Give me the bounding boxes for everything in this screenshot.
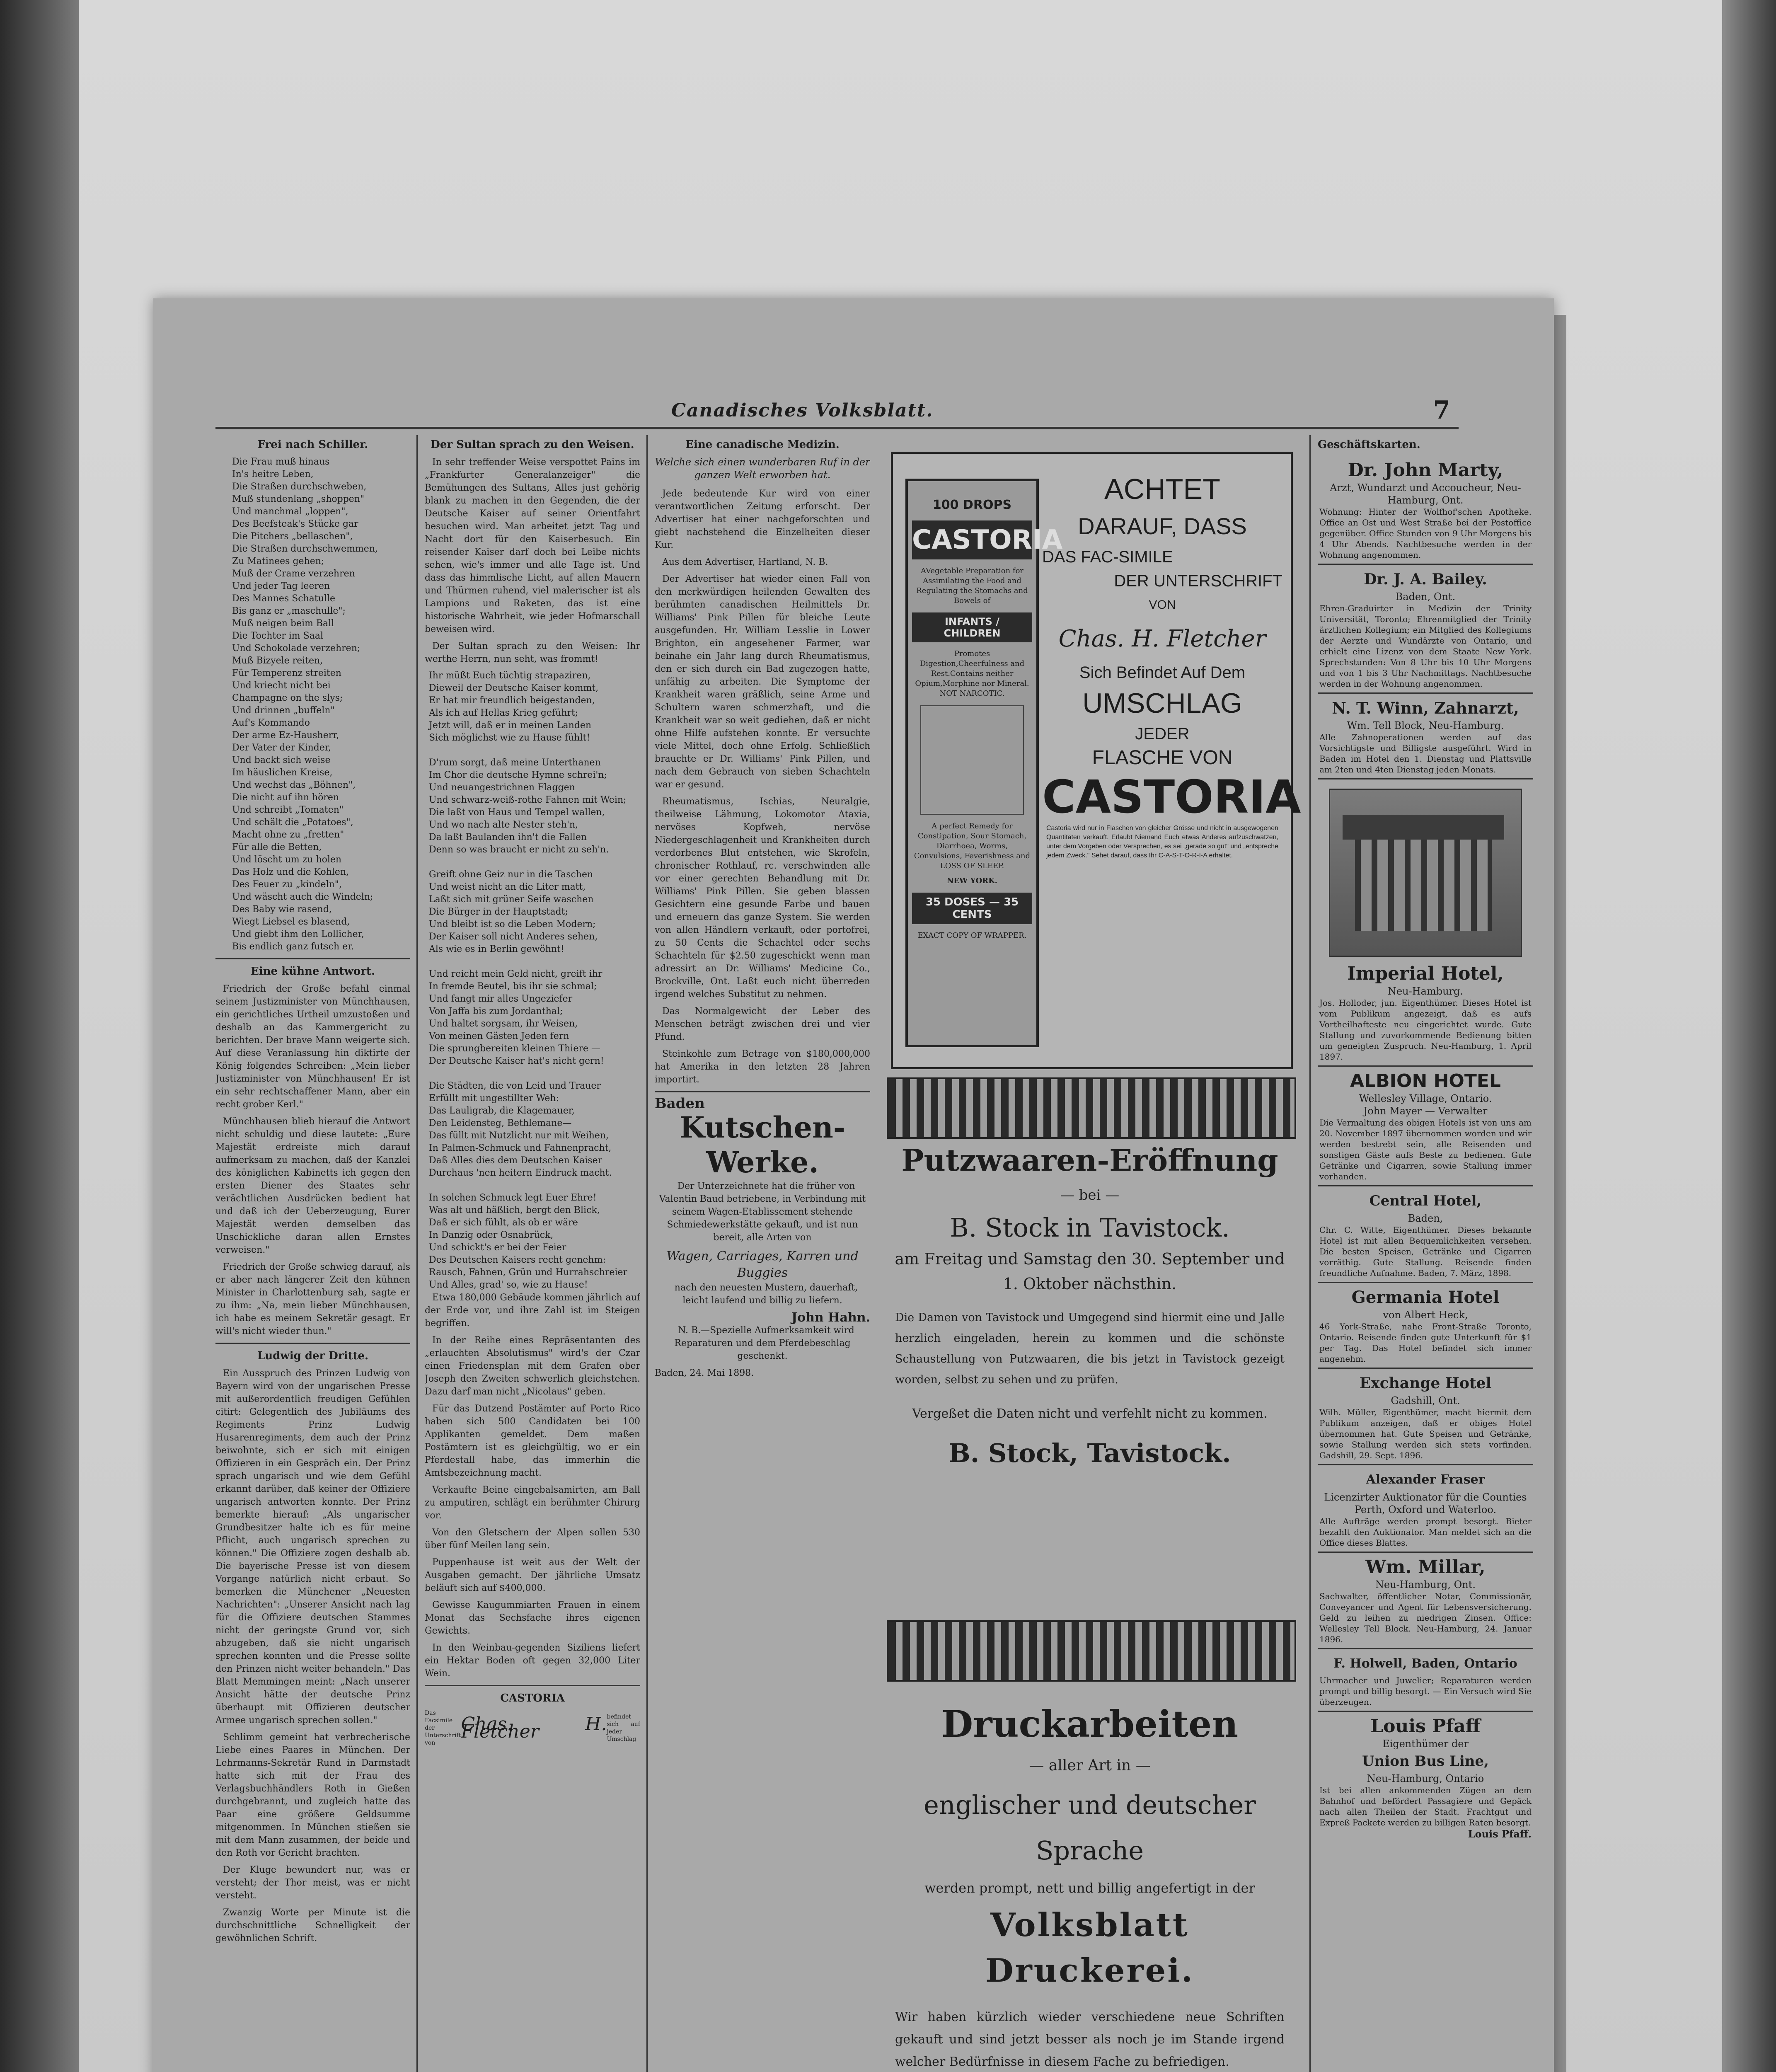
card-winn bbox=[1318, 694, 1533, 779]
bottle-price: 35 DOSES — 35 CENTS bbox=[912, 893, 1032, 924]
bottle-top: 100 DROPS bbox=[932, 498, 1012, 512]
card-sub: Arzt, Wundarzt und Accoucheur, Neu-Hamburg, Ont. bbox=[1330, 482, 1521, 506]
newspaper-page bbox=[153, 298, 1554, 2072]
article-lead: Welche sich einen wunderbaren Ruf in der ganzen Welt erworben hat. bbox=[655, 456, 870, 481]
paragraph: Für das Dutzend Postämter auf Porto Rico haben sich 500 Candidaten bei 100 Applikanten gemeldet. Dem maßen Postämtern ist es gleichgültig, wo er ein Pferdestall habe, das immerhin die Amtsbezeichnung macht. bbox=[425, 1404, 640, 1478]
card-albion bbox=[1318, 1067, 1533, 1186]
column-3 bbox=[655, 435, 870, 2072]
paragraph: In sehr treffender Weise verspottet Pains im „Frankfurter Generalanzeiger" die Bemühungen des Sultans, Alles just gehörig blank zu machen in den Gegenden, die der Deutsche Kaiser auf seiner Orientfahrt besuchen wird. Man arbeitet jetzt Tag und Nacht dort für den Kaiserbesuch. Ein reisender Kaiser darf doch bei Leibe nichts sehen, wie's immer und alle Tage ist. Und dass das himmlische Licht, auf allen Mauern und Thürmen ruhend, viel malerischer ist als Lampions und Raketen, das ist eine historische Wahrheit, wie jeder Hofmarschall beweisen wird. bbox=[425, 457, 640, 634]
castoria-small-text: Das Facsimile der Unterschrift von bbox=[425, 1710, 461, 1746]
ad-line: JEDER bbox=[1135, 725, 1190, 743]
card-name: Central Hotel, bbox=[1369, 1193, 1482, 1209]
card-name: ALBION HOTEL bbox=[1350, 1070, 1501, 1092]
card-body: Sachwalter, öffentlicher Notar, Commissionär, Conveyancer und Agent für Lebensversicherung. Geld zu leihen zu niedrigen Zinsen. Office: Wellesley Tell Block. Neu-Hamburg, 24. Januar 1896. bbox=[1319, 1591, 1532, 1644]
druck-aller: — aller Art in — bbox=[1029, 1757, 1151, 1774]
card-sub: Neu-Hamburg, Ont. bbox=[1375, 1579, 1476, 1590]
poem: Ihr müßt Euch tüchtig strapaziren, Dieweil der Deutsche Kaiser kommt, Er hat mir freundlich beigestanden, Als ich auf Hellas Krieg geführt; Jetzt will, daß er in meinen Landen Sich möglichst wie zu Hause fühlt! D'rum sorgt, daß meine Unterthanen Im Chor die deutsche Hymne schrei'n; Und neuangestrichnen Flaggen Und schwarz-weiß-rothe Fahnen mit Wein; Die laßt von Haus und Tempel wallen, Und wo nach alte Nester steh'n, Da laßt Baulanden ihn't die Fallen Denn so was braucht er nicht zu seh'n. Greift ohne Geiz nur in die Taschen Und weist nicht an die Liter matt, Laßt sich mit grüner Seife waschen Die Bürger in der Hauptstadt; Und bleibt ist so die Leben Modern; Der Kaiser soll nicht Anderes sehen, Als wie es in Berlin gewöhnt! Und reicht mein Geld nicht, greift ihr In fremde Beutel, bis ihr sie schmal; Und fangt mir alles Ungeziefer Von Jaffa bis zum Jordanthal; Und haltet sorgsam, ihr Weisen, Von meinen Gästen Jeden fern Die sprungbereiten kleinen Thiere — Der Deutsche Kaiser hat's nicht gern! Die Städten, die von Leid und Trauer Erfüllt mit ungestillter Weh: Das Lauligrab, die Klagemauer, Den Leidensteg, Bethlemane— Das füllt mit Nutzlicht nur mit Weihen, In Palmen-Schmuck und Fahnenpracht, Daß Alles dies dem Deutschen Kaiser Durchaus 'nen heitern Eindruck macht. In solchen Schmuck legt Euer Ehre! Was alt und häßlich, bergt den Blick, Daß er sich fühlt, als ob er wäre In Danzig oder Osnabrück, Und schickt's er bei der Feier Des Deutschen Kaisers recht genehm: Rausch, Fahnen, Grün und Hurrahschreier Und Alles, grad' so, wie zu Hause! bbox=[429, 670, 627, 1290]
paragraph: Münchhausen blieb hierauf die Antwort nicht schuldig und diese lautete: „Eure Majestät erdreiste mich darauf aufmerksam zu machen, daß der Kanzlei des königlichen Kabinetts ich gegen den ersten Diener des Staates sehr verächtlichen Ausdrücken bedient hat und daß ich der Ueberzeugung, Eurer Majestät werden demselben das Unschickliche daran allen Ernstes verweisen." bbox=[215, 1116, 410, 1255]
ad-castoria-word: CASTORIA bbox=[1042, 770, 1301, 823]
bottle-text: A perfect Remedy for Constipation, Sour Stomach, Diarrhoea, Worms, Convulsions, Feverishness and LOSS OF SLEEP. bbox=[914, 822, 1031, 870]
card-central bbox=[1318, 1186, 1533, 1283]
paragraph: In den Weinbau-gegenden Siziliens liefert ein Hektar Boden oft gegen 32,000 Liter Wein. bbox=[425, 1643, 640, 1679]
ornamental-band bbox=[887, 1620, 1296, 1682]
kutschen-place: Baden bbox=[655, 1095, 705, 1112]
article-title: Eine kühne Antwort. bbox=[250, 965, 375, 978]
castoria-small-text: befindet sich auf jeder Umschlag bbox=[607, 1714, 640, 1743]
paragraph: Rheumatismus, Ischias, Neuralgie, theilweise Lähmung, Lokomotor Ataxia, nervöses Kopfweh, nervöse Niedergeschlagenheit und Krankheiten durch verdorbenes Blut entstehen, wie Skrofeln, chronischer Rothlauf, rc. verschwinden alle vor einer gerechten Behandlung mit Dr. Williams' Pink Pillen. Sie geben blassen Gesichtern eine gesunde Farbe und bauen und erneuern das ganze System. Sie werden von allen Händlern verkauft, oder portofrei, zu 50 Cents die Schachtel oder sechs Schachteln für $2.50 zugeschickt wenn man adressirt an Dr. Williams' Medicine Co., Brockville, Ont. Laßt euch nicht überreden irgend welches Substitut zu nehmen. bbox=[655, 796, 870, 1000]
kutschen-body: Der Unterzeichnete hat die früher von Valentin Baud betriebene, in Verbindung mit seinem Wagen-Etablissement stehende Schmiedewerkstätte gekauft, und ist nun bereit, alle Arten von bbox=[659, 1181, 866, 1243]
paragraph: Der Sultan sprach zu den Weisen: Ihr werthe Herrn, nun seht, was frommt! bbox=[425, 641, 640, 664]
card-name: Imperial Hotel, bbox=[1347, 963, 1504, 984]
ad-line: DARAUF, DASS bbox=[1078, 513, 1247, 539]
card-body: Alle Zahnoperationen werden auf das Vorsichtigste und Billigste ausgeführt. Wird in Baden im Hotel den 1. Dienstag und Plattsville am 2ten und 4ten Dienstag jeden Monats. bbox=[1319, 732, 1532, 775]
druck-body: Wir haben kürzlich wieder verschiedene neue Schriften gekauft und sind jetzt besser als noch je im Stande irgend welcher Bedürfnisse in diesem Fache zu befriedigen. bbox=[895, 2010, 1285, 2069]
druckarbeiten-ad bbox=[887, 1682, 1293, 2072]
druck-title: Druckarbeiten bbox=[941, 1702, 1239, 1745]
fletcher-signature: Chas. H. Fletcher bbox=[1058, 625, 1266, 652]
card-sub: von Albert Heck, bbox=[1383, 1309, 1468, 1321]
card-body: Jos. Holloder, jun. Eigenthümer. Dieses Hotel ist vom Publikum angezeigt, daß es aufs Vortheilhafteste neu eingerichtet wurde. Gute Stallung und zuvorkommende Bedienung bitten um geneigten Zuspruch. Neu-Hamburg, 1. April 1897. bbox=[1319, 998, 1532, 1062]
paragraph: Verkaufte Beine eingebalsamirten, am Ball zu amputiren, schlägt ein berühmter Chirurg vor. bbox=[425, 1485, 640, 1521]
article-title: Frei nach Schiller. bbox=[257, 438, 368, 451]
bottle-text: Promotes Digestion,Cheerfulness and Rest.Contains neither Opium,Morphine nor Mineral. NOT NARCOTIC. bbox=[915, 649, 1029, 698]
column-1 bbox=[215, 435, 410, 2072]
bottle-city: NEW YORK. bbox=[946, 876, 998, 885]
bottle-text: AVegetable Preparation for Assimilating the Food and Regulating the Stomachs and Bowels of bbox=[916, 566, 1028, 605]
divider bbox=[215, 958, 410, 959]
kutschen-body: nach den neuesten Mustern, dauerhaft, leicht laufend und billig zu liefern. bbox=[674, 1283, 858, 1306]
paragraph: Ein Ausspruch des Prinzen Ludwig von Bayern wird von der ungarischen Presse mit außerordentlich freudigen Gefühlen citirt: Gelegentlich des Jubiläums des Regiments Prinz Ludwig Husarenregiments, dem auch der Prinz beiwohnte, sich er sich mit einigen Offizieren in ein Gespräch ein. Der Prinz sprach ungarisch und wie dem Gefühl erkannt darüber, daß keiner der Offiziere ungarisch antworten konnte. Der Prinz bemerkte hierauf: „Als ungarischer Grundbesitzer halte ich es für meine Pflicht, auch ungarisch sprechen zu können." Die Offiziere zogen deshalb ab. Die bayerische Presse ist von diesem Vorgange natürlich nicht erbaut. So bemerken die Münchener „Neuesten Nachrichten": „Unserer Ansicht nach lag für die Offiziere deutschen Stammes nicht der geringste Grund vor, sich abzugeben, daß sie nicht ungarisch sprechen konnten und die Presse sollte den Prinzen nicht weiter behandeln." Das Blatt Memmingen meint: „Nach unserer Ansicht hätte der deutsche Prinz überhaupt mit Offizieren deutscher Armee ungarisch sprechen sollen." bbox=[215, 1368, 410, 1726]
card-name: N. T. Winn, Zahnarzt, bbox=[1332, 699, 1519, 717]
column-rule bbox=[1309, 435, 1311, 2072]
divider bbox=[655, 1091, 870, 1092]
paragraph: Puppenhause ist weit aus der Welt der Ausgaben gemacht. Der jährliche Umsatz beläuft sich auf $400,000. bbox=[425, 1557, 640, 1593]
card-sub: Licenzirter Auktionator für die Counties Perth, Oxford und Waterloo. bbox=[1324, 1491, 1527, 1515]
card-fraser bbox=[1318, 1465, 1533, 1553]
paragraph: In der Reihe eines Repräsentanten des „erlauchten Absolutismus" wird's der Czar einen Friedensplan mit dem Grafen ober Joseph den Zweiten schwerlich gleichstehen. Dazu darf man nicht „Nicolaus" geben. bbox=[425, 1335, 640, 1397]
druck-promptly: werden prompt, nett und billig angefertigt in der bbox=[924, 1880, 1255, 1896]
card-sub: Neu-Hamburg. bbox=[1387, 985, 1464, 997]
card-body: Die Vermaltung des obigen Hotels ist von uns am 20. November 1897 übernommen worden und wir werden bestrebt sein, alle Reisenden und sonstigen Gäste aufs Beste zu bedienen. Gute Getränke und Cigarren, sowie Stallung immer vorhanden. bbox=[1319, 1118, 1532, 1181]
card-name: Louis Pfaff bbox=[1370, 1716, 1481, 1737]
ad-line: Sich Befindet Auf Dem bbox=[1079, 663, 1246, 682]
poem: Die Frau muß hinaus In's heitre Leben, Die Straßen durchschweben, Muß stundenlang „shoppen" Und manchmal „loppen", Des Beefsteak's Stücke gar Die Pitchers „bellaschen", Die Straßen durchschwemmen, Zu Matinees gehen; Muß der Crame verzehren Und jeder Tag leeren Des Mannes Schatulle Bis ganz er „maschulle"; Muß neigen beim Ball Die Tochter im Saal Und Schokolade verzehren; Muß Bizyele reiten, Für Temperenz streiten Und kriecht nicht bei Champagne on the slys; Und drinnen „buffeln" Auf's Kommando Der arme Ez-Hausherr, Der Vater der Kinder, Und backt sich weise Im häuslichen Kreise, Und wechst das „Böhnen", Die nicht auf ihn hören Und schreibt „Tomaten" Und schält die „Potatoes", Macht ohne zu „fretten" Für alle die Betten, Und löscht um zu holen Das Holz und die Kohlen, Des Feuer zu „kindeln", Und wäscht auch die Windeln; Des Baby wie rasend, Wiegt Liebsel es blasend, Und giebt ihm den Lollicher, Bis endlich ganz futsch er. bbox=[232, 457, 378, 952]
card-name: Alexander Fraser bbox=[1366, 1472, 1485, 1487]
card-bailey bbox=[1318, 565, 1533, 694]
card-sub: Gadshill, Ont. bbox=[1391, 1395, 1460, 1406]
kutschen-date: Baden, 24. Mai 1898. bbox=[655, 1368, 754, 1378]
ad-line: UMSCHLAG bbox=[1082, 687, 1242, 719]
card-sub: Baden, Ont. bbox=[1395, 591, 1456, 603]
card-body: Wohnung: Hinter der Wolfhof'schen Apotheke. Office an Ost und West Straße bei der Postoffice gegenüber. Office Stunden von 9 Uhr Morgens bis 4 Uhr Abends. Nachtbesuche werden in der Wohnung angenommen. bbox=[1319, 507, 1532, 560]
ad-line: ACHTET bbox=[1104, 473, 1220, 505]
hotel-engraving-image bbox=[1329, 789, 1522, 957]
kutschen-ad bbox=[655, 1097, 870, 1380]
bottle-brand: CASTORIA bbox=[912, 520, 1032, 559]
paragraph: Friedrich der Große schwieg darauf, als er aber nach längerer Zeit den kühnen Minister in Charlottenburg sah, sagte er zu ihm: „Na, mein lieber Münchhausen, ich habe es meinem Sekretär gesagt. Er will's nicht wieder thun." bbox=[215, 1262, 410, 1336]
column-rule bbox=[416, 435, 418, 2072]
card-marty bbox=[1318, 456, 1533, 565]
card-body: Wilh. Müller, Eigenthümer, macht hiermit dem Publikum anzeigen, daß er obiges Hotel übernommen hat. Gute Speisen und Getränke, sowie Stallung werden sich stets vorfinden. Gadshill, 29. Sept. 1896. bbox=[1319, 1407, 1532, 1460]
card-name: Dr. J. A. Bailey. bbox=[1364, 571, 1487, 588]
divider bbox=[215, 1343, 410, 1344]
card-signature: Louis Pfaff. bbox=[1468, 1828, 1532, 1840]
scanner-edge-right bbox=[1722, 0, 1776, 2072]
card-name: Wm. Millar, bbox=[1365, 1556, 1486, 1578]
paragraph: Das Normalgewicht der Leber des Menschen beträgt zwischen drei und vier Pfund. bbox=[655, 1006, 870, 1042]
putz-name: B. Stock in Tavistock. bbox=[950, 1213, 1230, 1243]
ad-small-print: Castoria wird nur in Flaschen von gleicher Grösse und nicht in ausgewogenen Quantitäten verkauft. Erlaubt Niemand Euch etwas Anderes aufzuschwatzen, unter dem Vorgeben oder Versprechen, es sei „gerade so gut" und „entspreche jedem Zweck." Sehet darauf, dass Ihr C-A-S-T-O-R-I-A erhaltet. bbox=[1046, 825, 1278, 859]
card-name: Dr. John Marty, bbox=[1348, 460, 1503, 481]
card-line: Union Bus Line, bbox=[1362, 1753, 1489, 1769]
putz-body: Die Damen von Tavistock und Umgegend sind hiermit eine und Jalle herzlich eingeladen, herein zu kommen und die schönste Schaustellung von Putzwaaren, die bis jetzt in Tavistock gezeigt worden, selbst zu sehen und zu prüfen. bbox=[895, 1311, 1285, 1386]
paragraph: Zwanzig Worte per Minute ist die durchschnittliche Schnelligkeit der gewöhnlichen Schrift. bbox=[215, 1907, 410, 1944]
kutschen-signature: John Hahn. bbox=[791, 1310, 870, 1325]
bottle-copy: EXACT COPY OF WRAPPER. bbox=[917, 931, 1027, 940]
card-body: 46 York-Straße, nahe Front-Straße Toronto, Ontario. Reisende finden gute Unterkunft für $1 per Tag. Das Hotel befindet sich immer angenehm. bbox=[1319, 1322, 1532, 1364]
page-number: 7 bbox=[1433, 396, 1450, 425]
kutschen-title: Kutschen-Werke. bbox=[680, 1110, 845, 1179]
kutschen-items: Wagen, Carriages, Karren und Buggies bbox=[666, 1249, 859, 1280]
putz-title: Putzwaaren-Eröffnung bbox=[901, 1143, 1278, 1178]
card-sub: Wm. Tell Block, Neu-Hamburg. bbox=[1347, 720, 1504, 731]
scanner-edge-left bbox=[0, 0, 79, 2072]
article-title: Eine canadische Medizin. bbox=[685, 438, 840, 451]
column-2 bbox=[425, 435, 640, 2072]
druck-sprache: englischer und deutscher Sprache bbox=[924, 1790, 1256, 1866]
putz-note: Vergeßet die Daten nicht und verfehlt nicht zu kommen. bbox=[912, 1406, 1268, 1421]
ad-line: DAS FAC-SIMILE bbox=[1042, 548, 1173, 566]
castoria-signature: Chas. H. Fletcher bbox=[461, 1714, 607, 1742]
card-pfaff bbox=[1318, 1712, 1533, 1844]
card-body: Ist bei allen ankommenden Zügen an dem Bahnhof und befördert Passagiere und Gepäck nach allen Theilen der Stadt. Frachtgut und Expreß Packete werden zu billigen Raten besorgt. bbox=[1319, 1785, 1532, 1828]
card-sub: Eigenthümer der bbox=[1382, 1738, 1469, 1750]
bottle-infants: INFANTS / CHILDREN bbox=[912, 612, 1032, 642]
kutschen-note: N. B.—Spezielle Aufmerksamkeit wird Reparaturen und dem Pferdebeschlag geschenkt. bbox=[674, 1325, 854, 1361]
card-sub: Baden, bbox=[1408, 1213, 1443, 1224]
ad-line: DER UNTERSCHRIFT bbox=[1114, 572, 1282, 590]
bottle-recipe-box bbox=[920, 705, 1024, 815]
column-rule bbox=[646, 435, 648, 2072]
cards-header: Geschäftskarten. bbox=[1318, 438, 1420, 451]
business-cards-column bbox=[1318, 435, 1533, 2072]
card-holwell bbox=[1318, 1649, 1533, 1712]
card-name: Germania Hotel bbox=[1351, 1288, 1500, 1307]
card-body: Alle Aufträge werden prompt besorgt. Bieter bezahlt den Auktionator. Man meldet sich an die Office dieses Blattes. bbox=[1319, 1516, 1532, 1548]
ad-line: FLASCHE VON bbox=[1092, 747, 1233, 769]
card-place: Neu-Hamburg, Ontario bbox=[1367, 1773, 1484, 1784]
paragraph: Friedrich der Große befahl einmal seinem Justizminister von Münchhausen, ein gerichtliches Urtheil umzustoßen und deshalb an das Kammergericht zu berichten. Der brave Mann weigerte sich. Auf diese Veranlassung hin diktirte der König folgendes Schreiben: „Mein lieber Justizminister von Münchhausen! Er ist ein sehr rechtschaffener Mann, aber ein recht grober Kerl." bbox=[215, 984, 410, 1110]
paragraph: Etwa 180,000 Gebäude kommen jährlich auf der Erde vor, und ihre Zahl ist im Steigen begriffen. bbox=[425, 1293, 640, 1329]
paragraph: Aus dem Advertiser, Hartland, N. B. bbox=[662, 557, 828, 567]
card-body: Ehren-Graduirter in Medizin der Trinity Universität, Toronto; Ehrenmitglied der Trinity ärztlichen Kollegium; ein Mitglied des Kollegiums der Aerzte und Wundärzte von Ontario, und erhielt eine Lizenz von dem Staate New York. Sprechstunden: Von 8 Uhr bis 10 Uhr Morgens und von 1 bis 3 Uhr Nachmittags. Nachtbesuche werden in der Wohnung angenommen. bbox=[1319, 603, 1532, 689]
castoria-label: CASTORIA bbox=[500, 1692, 565, 1704]
card-imperial bbox=[1318, 779, 1533, 1067]
ornamental-band bbox=[887, 1077, 1296, 1139]
article-title: Ludwig der Dritte. bbox=[257, 1350, 369, 1362]
masthead-title: Canadisches Volksblatt. bbox=[671, 399, 934, 421]
druck-office: Volksblatt Druckerei. bbox=[985, 1906, 1195, 1990]
paragraph: Von den Gletschern der Alpen sollen 530 über fünf Meilen lang sein. bbox=[425, 1527, 640, 1551]
card-body: Chr. C. Witte, Eigenthümer. Dieses bekannte Hotel ist mit allen Bequemlichkeiten versehen. Die besten Speisen, Getränke und Cigarren vorräthig. Gute Stallung. Reisende finden freundliche Aufnahme. Baden, 7. März, 1898. bbox=[1319, 1225, 1532, 1278]
article-title: Der Sultan sprach zu den Weisen. bbox=[431, 438, 634, 451]
castoria-bottle-wrapper bbox=[905, 479, 1063, 1047]
paragraph: Schlimm gemeint hat verbrecherische Liebe eines Paares in München. Der Lehrmanns-Sekretär Rund in Darmstadt hatte sich mit der Frau des Verlagsbuchhändlers Roth in Gießen durchgebrannt, und zugleich hatte das Paar eine größere Geldsumme mitgenommen. In München stießen sie mit dem Mann zusammen, der beide und den Roth vor Gericht brachten. bbox=[215, 1732, 410, 1858]
putz-signature: B. Stock, Tavistock. bbox=[948, 1438, 1231, 1468]
castoria-copy bbox=[1042, 470, 1301, 860]
divider bbox=[425, 1685, 640, 1686]
paragraph: Steinkohle zum Betrage von $180,000,000 hat Amerika in den letzten 28 Jahren importirt. bbox=[655, 1049, 870, 1085]
card-germania bbox=[1318, 1283, 1533, 1369]
card-name: F. Holwell, Baden, Ontario bbox=[1333, 1656, 1517, 1671]
paragraph: Der Advertiser hat wieder einen Fall von den merkwürdigen heilenden Gewalten des berühmten canadischen Heilmittels Dr. Williams' Pink Pillen für bleiche Leute ausgefunden. Hr. William Lesslie in Lower Brighton, ein angesehener Farmer, war beinahe ein Jahr lang durch Rheumatismus, den er sich durch ein Bad zugezogen hatte, unfähig zu arbeiten. Die Symptome der Krankheit waren gräßlich, seine Arme und Schultern waren schmerzhaft, und die Krankheit war so weit gediehen, daß er nicht ohne Hilfe aufstehen konnte. Er versuchte viele Mittel, doch ohne Erfolg. Schließlich brauchte er Dr. Williams' Pink Pillen, und nach dem Gebrauch von sieben Schachteln war er gesund. bbox=[655, 574, 870, 790]
card-sub: Wellesley Village, Ontario. bbox=[1359, 1093, 1492, 1104]
card-exchange bbox=[1318, 1369, 1533, 1465]
putz-bei: — bei — bbox=[1060, 1187, 1120, 1203]
ad-line: VON bbox=[1149, 598, 1176, 612]
paragraph: Jede bedeutende Kur wird von einer verantwortlichen Zeitung erforscht. Der Advertiser hat einer nachgeforschten und giebt nachstehend die Einzelheiten dieser Kur. bbox=[655, 489, 870, 550]
card-owner: John Mayer — Verwalter bbox=[1363, 1105, 1488, 1117]
paragraph: Gewisse Kaugummiarten Frauen in einem Monat das Sechsfache ihres eigenen Gewichts. bbox=[425, 1600, 640, 1636]
card-name: Exchange Hotel bbox=[1359, 1375, 1492, 1392]
castoria-signature-box bbox=[425, 1709, 640, 1747]
castoria-advertisement bbox=[891, 452, 1301, 1069]
paragraph: Der Kluge bewundert nur, was er versteht; der Thor meist, was er nicht versteht. bbox=[215, 1865, 410, 1901]
card-millar bbox=[1318, 1553, 1533, 1649]
putzwaaren-ad bbox=[887, 1131, 1293, 1558]
card-body: Uhrmacher und Juwelier; Reparaturen werden prompt und billig besorgt. — Ein Versuch wird Sie überzeugen. bbox=[1319, 1675, 1532, 1707]
putz-date: am Freitag und Samstag den 30. September und 1. Oktober nächsthin. bbox=[895, 1250, 1285, 1293]
masthead bbox=[215, 394, 1459, 429]
